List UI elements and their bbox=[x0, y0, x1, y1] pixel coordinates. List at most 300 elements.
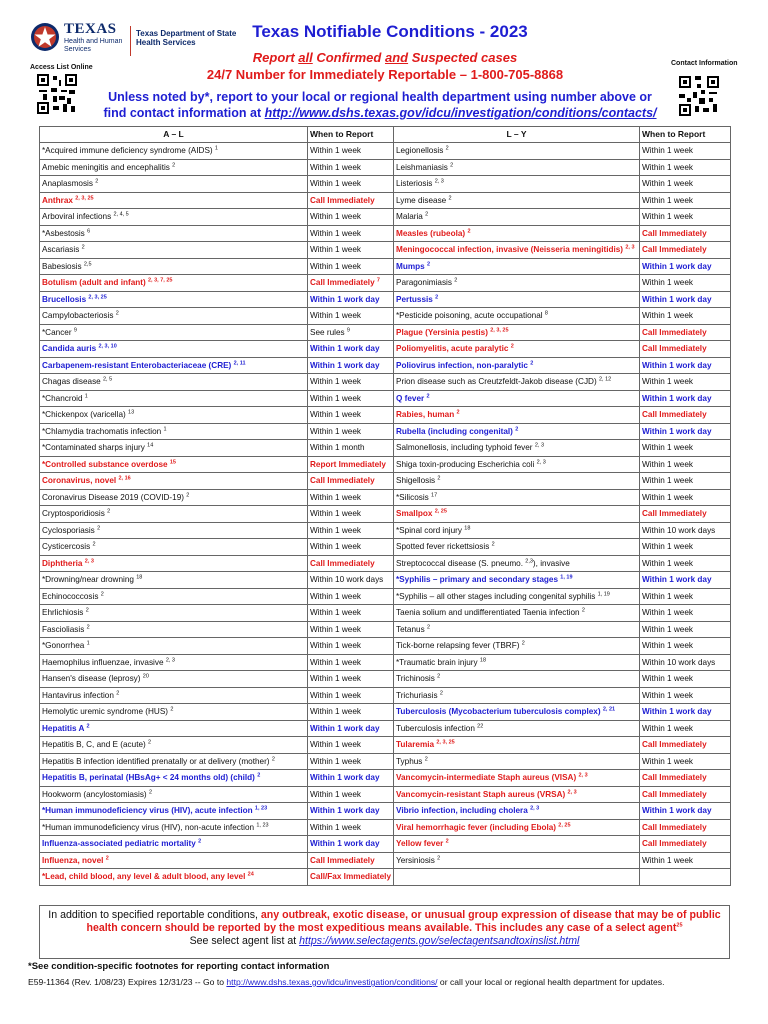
condition-a-l bbox=[40, 687, 308, 704]
report-timing-a-l bbox=[308, 836, 394, 853]
table-row bbox=[40, 143, 731, 160]
report-timing-l-y bbox=[640, 159, 731, 176]
cell-text: Within 1 week bbox=[642, 195, 693, 205]
condition-a-l bbox=[40, 671, 308, 688]
cell-text: Poliovirus infection, non-paralytic bbox=[396, 360, 528, 370]
condition-a-l bbox=[40, 786, 308, 803]
condition-l-y bbox=[394, 357, 640, 374]
table-row bbox=[40, 753, 731, 770]
footnote-ref: 2 bbox=[521, 640, 525, 647]
cell-text: Within 1 week bbox=[310, 525, 361, 535]
cell-text: Within 1 week bbox=[310, 641, 361, 651]
cell-text: Within 1 week bbox=[642, 179, 693, 189]
footnote-ref: 2, 3 bbox=[567, 789, 577, 796]
report-timing-l-y bbox=[640, 357, 731, 374]
form-revision-line: E59-11364 (Rev. 1/08/23) Expires 12/31/23 -- Go to http://www.dshs.texas.gov/idcu/investigation/conditions/ or call your local or regional health department for updates. bbox=[28, 977, 665, 987]
footnote-ref: 2 bbox=[424, 756, 428, 763]
condition-l-y bbox=[394, 423, 640, 440]
cell-text: Typhus bbox=[396, 756, 423, 766]
cell-text: Within 1 week bbox=[642, 723, 693, 733]
report-timing-a-l bbox=[308, 770, 394, 787]
cell-text: Within 1 work day bbox=[310, 723, 380, 733]
report-timing-l-y bbox=[640, 341, 731, 358]
logo-texas-text: TEXAS bbox=[64, 21, 117, 37]
condition-l-y bbox=[394, 324, 640, 341]
table-row bbox=[40, 192, 731, 209]
cell-text: Hepatitis B, C, and E (acute) bbox=[42, 740, 146, 750]
report-timing-a-l bbox=[308, 869, 394, 886]
cell-text: Q fever bbox=[396, 393, 425, 403]
condition-a-l bbox=[40, 704, 308, 721]
cell-text: Coronavirus Disease 2019 (COVID-19) bbox=[42, 492, 184, 502]
report-timing-l-y bbox=[640, 869, 731, 886]
condition-a-l bbox=[40, 803, 308, 820]
table-row bbox=[40, 440, 731, 457]
report-timing-a-l bbox=[308, 456, 394, 473]
cell-text: Within 1 work day bbox=[310, 806, 380, 816]
footnote-ref: 1, 23 bbox=[254, 805, 268, 812]
immediate-phone-line: 24/7 Number for Immediately Reportable – 1-800-705-8868 bbox=[206, 67, 564, 82]
logo-dshs-text: Texas Department of State Health Services bbox=[136, 29, 237, 47]
footnote-ref: 13 bbox=[128, 409, 135, 416]
condition-l-y bbox=[394, 522, 640, 539]
footnote-ref: 18 bbox=[136, 574, 143, 581]
table-row bbox=[40, 671, 731, 688]
table-row bbox=[40, 324, 731, 341]
report-timing-a-l bbox=[308, 192, 394, 209]
qr-code-icon[interactable] bbox=[679, 76, 719, 116]
logo-divider bbox=[130, 26, 131, 56]
cell-text: Call/Fax Immediately bbox=[310, 872, 391, 882]
report-timing-a-l bbox=[308, 605, 394, 622]
table-row bbox=[40, 539, 731, 556]
report-timing-l-y bbox=[640, 638, 731, 655]
report-timing-l-y bbox=[640, 588, 731, 605]
report-timing-a-l bbox=[308, 242, 394, 259]
condition-a-l bbox=[40, 753, 308, 770]
footnote-ref: 2 bbox=[95, 178, 99, 185]
cell-text: *Human immunodeficiency virus (HIV), non-acute infection bbox=[42, 822, 255, 832]
contact-info-label: Contact Information bbox=[671, 60, 738, 67]
cell-text: Within 1 work day bbox=[642, 806, 712, 816]
report-timing-l-y bbox=[640, 704, 731, 721]
footnote-ref: 2 bbox=[445, 838, 449, 845]
condition-l-y bbox=[394, 473, 640, 490]
additional-reporting-note: In addition to specified reportable conditions, any outbreak, exotic disease, or unusual group expression of disease that may be of public health concern should be reported by the most expeditious means available. This includes any case of a select agent$^{25}$ See select agent list at https://www.selectagents.gov/selectagentsandtoxinslist.html bbox=[39, 905, 730, 959]
cell-text: Within 1 week bbox=[310, 492, 361, 502]
footnote-ref: 2, 3 bbox=[84, 558, 94, 565]
table-row bbox=[40, 638, 731, 655]
cell-text: Shigellosis bbox=[396, 476, 436, 486]
cell-text: Hemolytic uremic syndrome (HUS) bbox=[42, 707, 169, 717]
condition-l-y bbox=[394, 720, 640, 737]
report-timing-l-y bbox=[640, 407, 731, 424]
report-timing-a-l bbox=[308, 324, 394, 341]
cell-text: Within 1 week bbox=[642, 641, 693, 651]
footnote-ref: 2,3 bbox=[525, 558, 533, 565]
report-timing-a-l bbox=[308, 704, 394, 721]
footnote-ref: 2, 12 bbox=[598, 376, 612, 383]
cell-text: *Chancroid bbox=[42, 393, 83, 403]
cell-text: Within 1 week bbox=[642, 459, 693, 469]
report-timing-l-y bbox=[640, 572, 731, 589]
footnote-ref: 2 bbox=[439, 690, 443, 697]
report-timing-l-y bbox=[640, 803, 731, 820]
cell-text: Within 1 work day bbox=[642, 294, 712, 304]
condition-l-y bbox=[394, 638, 640, 655]
report-timing-a-l bbox=[308, 737, 394, 754]
condition-a-l bbox=[40, 588, 308, 605]
cell-text: Fascioliasis bbox=[42, 624, 85, 634]
report-timing-l-y bbox=[640, 819, 731, 836]
cell-text: Amebic meningitis and encephalitis bbox=[42, 162, 170, 172]
condition-l-y bbox=[394, 143, 640, 160]
cell-text: Within 1 week bbox=[642, 476, 693, 486]
cell-text: Call Immediately bbox=[642, 509, 707, 519]
cell-text: Within 1 week bbox=[642, 278, 693, 288]
report-timing-a-l bbox=[308, 572, 394, 589]
report-timing-l-y bbox=[640, 324, 731, 341]
footnote-ref: 2 bbox=[426, 261, 430, 268]
condition-l-y bbox=[394, 209, 640, 226]
cell-text: Within 1 week bbox=[310, 509, 361, 519]
cell-text: Tetanus bbox=[396, 624, 425, 634]
table-row bbox=[40, 407, 731, 424]
condition-a-l bbox=[40, 159, 308, 176]
report-timing-l-y bbox=[640, 737, 731, 754]
footnote-instruction: *See condition-specific footnotes for reporting contact information bbox=[28, 961, 330, 972]
cell-text: Within 1 week bbox=[642, 855, 693, 865]
cell-text: Rubella (including congenital) bbox=[396, 426, 513, 436]
report-timing-a-l bbox=[308, 473, 394, 490]
table-row bbox=[40, 572, 731, 589]
report-timing-l-y bbox=[640, 687, 731, 704]
report-timing-l-y bbox=[640, 258, 731, 275]
footnote-ref: 1 bbox=[214, 145, 218, 152]
condition-l-y bbox=[394, 852, 640, 869]
cell-text: Within 1 week bbox=[310, 608, 361, 618]
table-header-row bbox=[40, 127, 731, 143]
report-timing-a-l bbox=[308, 159, 394, 176]
footnote-ref: 2, 3 bbox=[578, 772, 588, 779]
cell-text: Within 1 week bbox=[642, 212, 693, 222]
cell-text: Within 1 week bbox=[310, 789, 361, 799]
footnote-ref: 2,5 bbox=[83, 261, 92, 268]
report-timing-l-y bbox=[640, 522, 731, 539]
cell-text: Plague (Yersinia pestis) bbox=[396, 327, 488, 337]
cell-text: Within 1 week bbox=[310, 591, 361, 601]
condition-a-l bbox=[40, 539, 308, 556]
cell-text: Within 1 week bbox=[642, 624, 693, 634]
cell-text: Hepatitis B infection identified prenatally or at delivery (mother) bbox=[42, 756, 270, 766]
report-timing-l-y bbox=[640, 786, 731, 803]
condition-l-y bbox=[394, 275, 640, 292]
condition-a-l bbox=[40, 489, 308, 506]
cell-text: Within 1 week bbox=[310, 377, 361, 387]
condition-a-l bbox=[40, 456, 308, 473]
cell-text: Within 1 work day bbox=[642, 261, 712, 271]
footnote-ref: 18 bbox=[464, 525, 471, 532]
table-row bbox=[40, 390, 731, 407]
report-timing-a-l bbox=[308, 308, 394, 325]
condition-a-l bbox=[40, 143, 308, 160]
table-row bbox=[40, 341, 731, 358]
footnote-ref: 2 bbox=[86, 723, 90, 730]
table-row bbox=[40, 522, 731, 539]
cell-text: Cyclosporiasis bbox=[42, 525, 95, 535]
footnote-ref: 2 bbox=[437, 855, 441, 862]
footnote-ref: 2 bbox=[186, 492, 190, 499]
report-timing-l-y bbox=[640, 456, 731, 473]
report-timing-a-l bbox=[308, 209, 394, 226]
cell-text: Call Immediately bbox=[642, 410, 707, 420]
cell-text: Poliomyelitis, acute paralytic bbox=[396, 344, 509, 354]
logo-hhs-text: Health and Human Services bbox=[64, 38, 123, 53]
footnote-ref: 2 bbox=[515, 426, 519, 433]
cell-text: *Pesticide poisoning, acute occupational bbox=[396, 311, 543, 321]
cell-text: See rules bbox=[310, 327, 345, 337]
report-timing-a-l bbox=[308, 621, 394, 638]
cell-text: Tuberculosis infection bbox=[396, 723, 475, 733]
cell-text: Call Immediately bbox=[642, 822, 707, 832]
cell-text: *Silicosis bbox=[396, 492, 429, 502]
cell-text: *Controlled substance overdose bbox=[42, 459, 168, 469]
cell-text: Call Immediately bbox=[642, 789, 707, 799]
report-timing-l-y bbox=[640, 753, 731, 770]
footnote-ref: 2 bbox=[510, 343, 514, 350]
report-timing-a-l bbox=[308, 506, 394, 523]
condition-a-l bbox=[40, 258, 308, 275]
cell-text: Vancomycin-intermediate Staph aureus (VISA) bbox=[396, 773, 577, 783]
condition-a-l bbox=[40, 506, 308, 523]
conditions-table bbox=[39, 126, 731, 886]
condition-l-y bbox=[394, 753, 640, 770]
cell-text: Malaria bbox=[396, 212, 423, 222]
report-timing-l-y bbox=[640, 506, 731, 523]
cell-text: Within 1 week bbox=[310, 542, 361, 552]
footnote-ref: 2 bbox=[491, 541, 495, 548]
footnote-ref: 2, 3 bbox=[625, 244, 635, 251]
footnote-ref: 2 bbox=[426, 624, 431, 631]
footnote-ref: 15 bbox=[169, 459, 176, 466]
footnote-ref: 2 bbox=[448, 195, 452, 202]
cell-text: Botulism (adult and infant) bbox=[42, 278, 146, 288]
condition-a-l bbox=[40, 473, 308, 490]
header-when-to-report: When to Report bbox=[308, 127, 394, 143]
footnote-ref: 2, 3 bbox=[534, 442, 545, 449]
cell-text: Tuberculosis (Mycobacterium tuberculosis complex) bbox=[396, 707, 601, 717]
footnote-ref: 2 bbox=[271, 756, 275, 763]
cell-text: Within 1 work day bbox=[310, 344, 380, 354]
select-agents-link[interactable]: https://www.selectagents.gov/selectagentsandtoxinslist.html bbox=[299, 935, 580, 947]
table-row bbox=[40, 275, 731, 292]
condition-a-l bbox=[40, 225, 308, 242]
cell-text: Within 1 week bbox=[310, 261, 361, 271]
report-timing-l-y bbox=[640, 225, 731, 242]
cell-text: Trichinosis bbox=[396, 674, 435, 684]
cell-text: Within 1 week bbox=[642, 591, 693, 601]
qr-code-icon[interactable] bbox=[37, 74, 77, 114]
cell-text: Call Immediately bbox=[310, 855, 375, 865]
cell-text: *Spinal cord injury bbox=[396, 525, 462, 535]
condition-l-y bbox=[394, 621, 640, 638]
table-row bbox=[40, 456, 731, 473]
cell-text: Streptococcal disease (S. pneumo. bbox=[396, 558, 523, 568]
table-row bbox=[40, 605, 731, 622]
cell-text: Call Immediately bbox=[642, 245, 707, 255]
footnote-ref: 2 bbox=[100, 591, 104, 598]
condition-a-l bbox=[40, 654, 308, 671]
condition-a-l bbox=[40, 357, 308, 374]
cell-text: *Cancer bbox=[42, 327, 72, 337]
cell-text: Yellow fever bbox=[396, 839, 444, 849]
condition-l-y bbox=[394, 258, 640, 275]
table-row bbox=[40, 225, 731, 242]
footnote-ref: 2, 25 bbox=[558, 822, 571, 829]
conditions-table-body bbox=[40, 143, 731, 886]
report-timing-l-y bbox=[640, 192, 731, 209]
report-timing-a-l bbox=[308, 588, 394, 605]
cell-text: Call Immediately bbox=[642, 344, 707, 354]
footnote-ref: 7 bbox=[376, 277, 380, 284]
cell-text: Within 1 work day bbox=[310, 360, 380, 370]
condition-l-y bbox=[394, 786, 640, 803]
footnote-ref: 17 bbox=[431, 492, 438, 499]
cell-text: Call Immediately bbox=[642, 773, 707, 783]
footnote-ref: 2 bbox=[445, 145, 449, 152]
report-timing-a-l bbox=[308, 522, 394, 539]
report-all-cases-line: Report all Confirmed and Suspected cases bbox=[252, 50, 518, 65]
table-row bbox=[40, 209, 731, 226]
footnote-ref: 20 bbox=[142, 673, 149, 680]
report-timing-l-y bbox=[640, 621, 731, 638]
cell-text: Meningococcal infection, invasive (Neisseria meningitidis) bbox=[396, 245, 624, 255]
condition-l-y bbox=[394, 456, 640, 473]
cell-text: *Human immunodeficiency virus (HIV), acute infection bbox=[42, 806, 253, 816]
table-row bbox=[40, 770, 731, 787]
cell-text: Mumps bbox=[396, 261, 425, 271]
cell-text: *Lead, child blood, any level & adult blood, any level bbox=[42, 872, 246, 882]
cell-text: Within 1 work day bbox=[642, 360, 712, 370]
cell-text: *Syphilis – primary and secondary stages bbox=[396, 575, 558, 585]
footnote-ref: 2, 3 bbox=[530, 805, 540, 812]
report-timing-a-l bbox=[308, 291, 394, 308]
report-timing-l-y bbox=[640, 143, 731, 160]
footnote-ref: 2, 21 bbox=[602, 706, 616, 713]
report-timing-l-y bbox=[640, 242, 731, 259]
cell-text: Within 1 week bbox=[642, 162, 693, 172]
cell-text: Within 1 week bbox=[310, 245, 361, 255]
condition-a-l bbox=[40, 522, 308, 539]
header-a-l: A – L bbox=[40, 127, 308, 143]
footnote-ref: 2 bbox=[92, 541, 96, 548]
condition-l-y bbox=[394, 489, 640, 506]
cell-text: Within 1 week bbox=[310, 426, 361, 436]
cell-text: Within 10 work days bbox=[310, 575, 384, 585]
table-row bbox=[40, 555, 731, 572]
cell-text: Within 1 week bbox=[642, 492, 693, 502]
cell-text: Within 1 week bbox=[642, 542, 693, 552]
footnote-ref: 2, 3, 25 bbox=[436, 739, 455, 746]
cell-text: Within 1 work day bbox=[310, 839, 380, 849]
footnote-ref: 2, 3, 25 bbox=[88, 294, 107, 301]
cell-text: Anthrax bbox=[42, 195, 73, 205]
condition-l-y bbox=[394, 704, 640, 721]
report-timing-a-l bbox=[308, 440, 394, 457]
condition-l-y bbox=[394, 341, 640, 358]
table-row bbox=[40, 473, 731, 490]
cell-text: Ehrlichiosis bbox=[42, 608, 84, 618]
report-timing-a-l bbox=[308, 852, 394, 869]
table-row bbox=[40, 242, 731, 259]
footnote-ref: 6 bbox=[87, 228, 91, 235]
table-row bbox=[40, 737, 731, 754]
condition-l-y bbox=[394, 555, 640, 572]
report-timing-l-y bbox=[640, 374, 731, 391]
condition-l-y bbox=[394, 374, 640, 391]
condition-a-l bbox=[40, 275, 308, 292]
condition-a-l bbox=[40, 572, 308, 589]
condition-l-y bbox=[394, 819, 640, 836]
cell-text: Ascariasis bbox=[42, 245, 80, 255]
footnote-ref: 8 bbox=[544, 310, 548, 317]
cell-text: Within 1 week bbox=[642, 311, 693, 321]
report-timing-l-y bbox=[640, 291, 731, 308]
cell-text: Listeriosis bbox=[396, 179, 433, 189]
footnote-ref: 2 bbox=[437, 475, 441, 482]
table-row bbox=[40, 588, 731, 605]
footnote-ref: 2 bbox=[85, 607, 89, 614]
footnote-ref: 2, 5 bbox=[103, 376, 113, 383]
cell-text: Within 1 week bbox=[310, 179, 361, 189]
footnote-ref: 2 bbox=[172, 162, 176, 169]
cell-text: Measles (rubeola) bbox=[396, 228, 466, 238]
condition-a-l bbox=[40, 555, 308, 572]
cell-text: Within 1 work day bbox=[310, 294, 380, 304]
footnote-ref: 2 bbox=[86, 624, 90, 631]
condition-a-l bbox=[40, 737, 308, 754]
condition-l-y bbox=[394, 770, 640, 787]
report-timing-a-l bbox=[308, 258, 394, 275]
conditions-link[interactable]: http://www.dshs.texas.gov/idcu/investigation/conditions/ bbox=[226, 977, 438, 987]
footnote-ref: 2 bbox=[107, 508, 111, 515]
page-title: Texas Notifiable Conditions - 2023 bbox=[252, 22, 528, 41]
cell-text: Within 1 week bbox=[310, 674, 361, 684]
cell-text: Anaplasmosis bbox=[42, 179, 93, 189]
footnote-ref: 2 bbox=[257, 772, 261, 779]
footnote-ref: 2, 3 bbox=[536, 459, 546, 466]
footnote-ref: 2, 11 bbox=[233, 360, 246, 367]
footnote-ref: 2 bbox=[170, 706, 174, 713]
cell-text: Hepatitis B, perinatal (HBsAg+ < 24 months old) (child) bbox=[42, 773, 255, 783]
footnote-ref: 2 bbox=[97, 525, 101, 532]
table-row bbox=[40, 786, 731, 803]
cell-text: Within 1 week bbox=[310, 707, 361, 717]
report-timing-a-l bbox=[308, 489, 394, 506]
report-timing-l-y bbox=[640, 390, 731, 407]
report-timing-l-y bbox=[640, 555, 731, 572]
report-timing-a-l bbox=[308, 753, 394, 770]
condition-a-l bbox=[40, 836, 308, 853]
cell-text: Within 1 week bbox=[310, 228, 361, 238]
condition-a-l bbox=[40, 176, 308, 193]
cell-text: Cysticercosis bbox=[42, 542, 91, 552]
footnote-ref: 2 bbox=[425, 211, 429, 218]
footnote-ref: 2 bbox=[450, 162, 454, 169]
footnote-ref: 1 bbox=[86, 640, 90, 647]
contacts-link[interactable]: http://www.dshs.texas.gov/idcu/investigation/conditions/contacts/ bbox=[264, 106, 657, 120]
cell-text: Within 1 week bbox=[642, 608, 693, 618]
